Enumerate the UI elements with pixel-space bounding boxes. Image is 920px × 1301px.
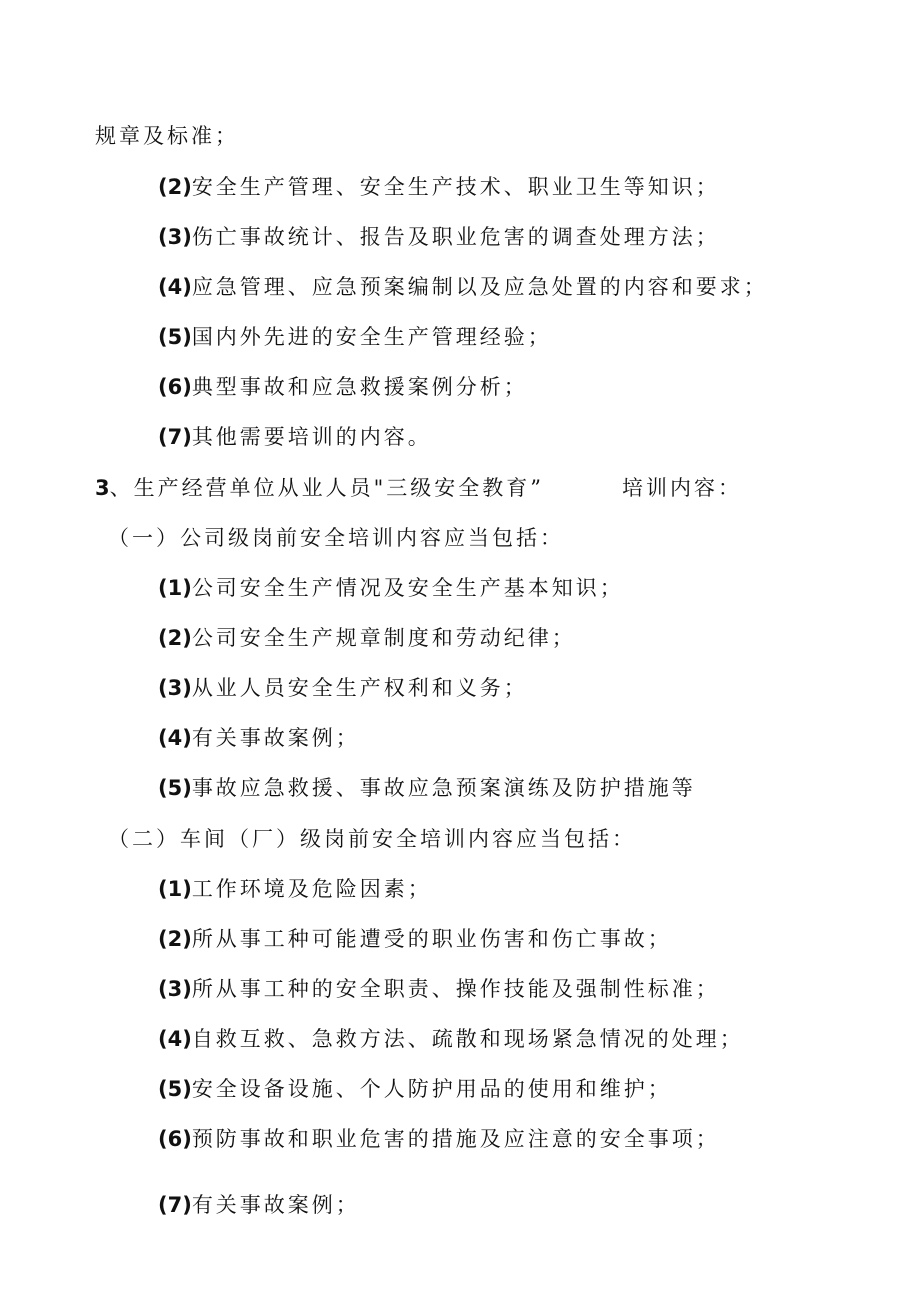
line-text: 所从事工种可能遭受的职业伤害和伤亡事故； [191,927,672,951]
list-item [158,1074,672,1104]
list-item [158,272,768,302]
list-item [158,773,696,803]
line-text: 规章及标准； [95,124,239,148]
subsection-heading [108,523,564,553]
line-text: 典型事故和应急救援案例分析； [191,375,528,399]
line-text: 事故应急救援、事故应急预案演练及防护措施等 [191,776,696,800]
item-number: (7) [158,425,192,449]
item-number: (2) [158,626,192,650]
item-number: (3) [158,977,192,1001]
list-item [158,372,528,402]
list-item [158,673,528,703]
list-item [158,1190,360,1220]
item-number: (4) [158,275,192,299]
section-heading [95,473,742,503]
list-item [158,422,432,452]
paragraph-continuation [95,121,239,151]
line-text: 公司安全生产规章制度和劳动纪律； [191,626,576,650]
line-text: 伤亡事故统计、报告及职业危害的调查处理方法； [191,225,720,249]
line-text: 公司安全生产情况及安全生产基本知识； [191,576,624,600]
list-item [158,974,720,1004]
section-number: 3 [95,476,110,500]
item-number: (1) [158,877,192,901]
line-text: 所从事工种的安全职责、操作技能及强制性标准； [191,977,720,1001]
line-text: 自救互救、急救方法、疏散和现场紧急情况的处理； [191,1027,744,1051]
list-item [158,1124,720,1154]
item-number: (2) [158,175,192,199]
line-text: 工作环境及危险因素； [191,877,432,901]
list-item [158,172,720,202]
item-number: (4) [158,1027,192,1051]
line-text: 安全设备设施、个人防护用品的使用和维护； [191,1077,672,1101]
line-text: （一）公司级岗前安全培训内容应当包括： [108,526,564,550]
list-item [158,924,672,954]
line-text: 国内外先进的安全生产管理经验； [191,325,552,349]
item-number: (4) [158,726,192,750]
line-text: 有关事故案例； [191,726,360,750]
line-text: （二）车间（厂）级岗前安全培训内容应当包括： [108,827,636,851]
list-item [158,623,576,653]
item-number: (6) [158,375,192,399]
list-item [158,723,360,753]
item-number: (6) [158,1127,192,1151]
section-title-tail: 培训内容： [622,476,743,500]
line-text: 从业人员安全生产权利和义务； [191,676,528,700]
list-item [158,573,624,603]
line-text: 应急管理、应急预案编制以及应急处置的内容和要求； [191,275,768,299]
item-number: (5) [158,325,192,349]
line-text: 其他需要培训的内容。 [191,425,432,449]
list-item [158,322,552,352]
item-number: (5) [158,1077,192,1101]
item-number: (7) [158,1193,192,1217]
subsection-heading [108,824,636,854]
section-title: 、生产经营单位从业人员"三级安全教育” [109,476,545,500]
item-number: (3) [158,676,192,700]
list-item [158,222,720,252]
line-text: 安全生产管理、安全生产技术、职业卫生等知识； [191,175,720,199]
item-number: (5) [158,776,192,800]
item-number: (1) [158,576,192,600]
item-number: (2) [158,927,192,951]
list-item [158,1024,744,1054]
list-item [158,874,432,904]
line-text: 有关事故案例； [191,1193,360,1217]
item-number: (3) [158,225,192,249]
line-text: 预防事故和职业危害的措施及应注意的安全事项； [191,1127,720,1151]
